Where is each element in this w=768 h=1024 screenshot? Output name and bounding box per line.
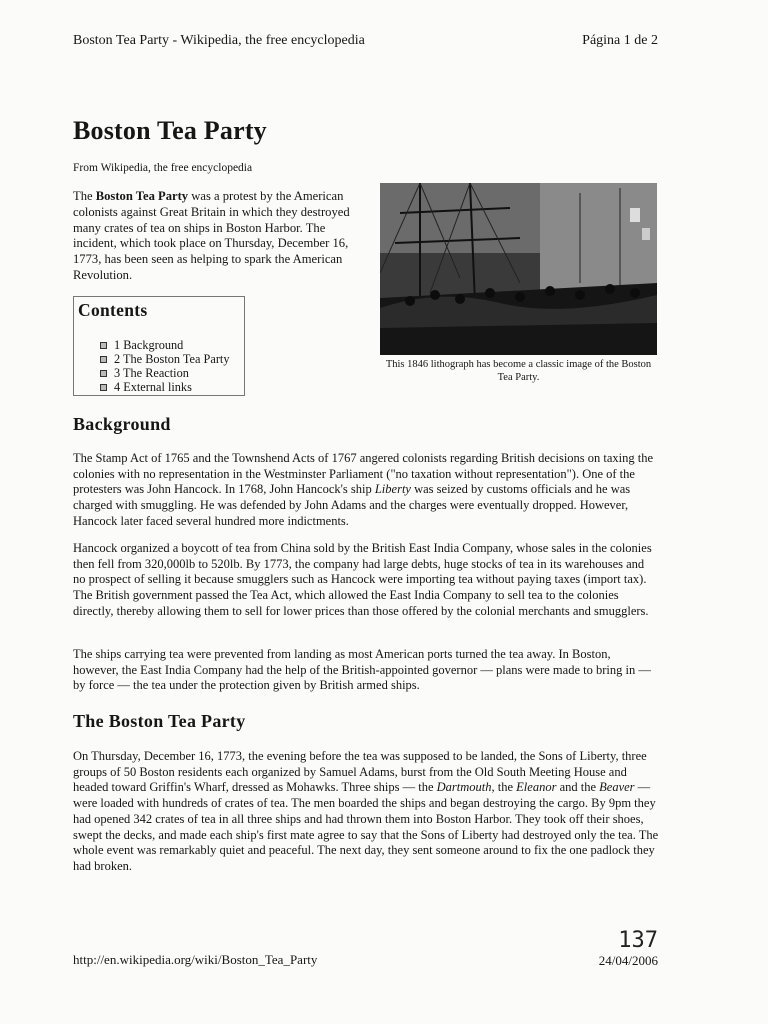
article-title: Boston Tea Party xyxy=(73,116,267,145)
bullet-icon xyxy=(100,370,107,377)
lithograph-image xyxy=(380,183,657,355)
bullet-icon xyxy=(100,356,107,363)
table-of-contents xyxy=(73,296,245,396)
background-paragraph-3: The ships carrying tea were prevented from landing as most American ports turned the tea away. In Boston, however, the East India Company had the help of the British-appointed governor — plans were made to bring in — by force — the tea under the protection given by British armed ships. xyxy=(73,647,651,693)
tea-party-paragraph xyxy=(73,749,663,875)
footer-url[interactable]: http://en.wikipedia.org/wiki/Boston_Tea_Party xyxy=(73,952,318,967)
section-heading-background: Background xyxy=(73,414,171,434)
toc-item-external-links[interactable] xyxy=(100,380,230,394)
background-paragraph-1 xyxy=(73,451,655,530)
from-line: From Wikipedia, the free encyclopedia xyxy=(73,162,253,174)
ship-name: Eleanor xyxy=(516,780,557,795)
ship-name: Liberty xyxy=(374,482,411,497)
intro-text: was a protest by the American colonists against Great Britain in which they destroyed many crates of tea on ships in Boston Harbor. The incident, which took place on Thursday, December 16, 1773, has been seen as helping to spark the American Revolution. xyxy=(73,189,350,282)
bullet-icon xyxy=(100,342,107,349)
toc-item-label: 1 Background xyxy=(114,338,184,352)
ship-name: Beaver xyxy=(599,780,635,795)
paragraph-text: , the xyxy=(491,780,517,795)
paragraph-text: was seized by customs officials and he was charged with smuggling. He was defended by John Adams and the charges were eventually dropped. However, Hancock later faced several hundred more indictments. xyxy=(73,482,631,528)
toc-item-reaction[interactable] xyxy=(100,366,230,380)
lithograph-illustration xyxy=(380,183,657,355)
figure-caption: This 1846 lithograph has become a classic image of the Boston Tea Party. xyxy=(385,359,652,383)
toc-item-label: 3 The Reaction xyxy=(114,366,189,380)
toc-item-background[interactable] xyxy=(100,338,230,352)
toc-item-label: 2 The Boston Tea Party xyxy=(114,352,230,366)
intro-prefix: The xyxy=(73,189,96,203)
toc-list xyxy=(100,338,230,394)
ship-name: Dartmouth xyxy=(436,780,492,795)
intro-bold-term: Boston Tea Party xyxy=(95,189,189,203)
toc-item-boston-tea-party[interactable] xyxy=(100,352,230,366)
toc-title: Contents xyxy=(78,300,148,320)
intro-paragraph xyxy=(73,189,365,284)
paragraph-text: and the xyxy=(556,780,600,795)
page-header-page-count: Página 1 de 2 xyxy=(582,33,658,48)
background-paragraph-2: Hancock organized a boycott of tea from China sold by the British East India Company, whose sales in the colonies then fell from 320,000lb to 520lb. By 1773, the company had large debts, huge stocks of tea in its warehouses and no prospect of selling it because smugglers such as Hancock were importing tea without paying taxes (import tax). The British government passed the Tea Act, which allowed the East India Company to sell tea to the colonies directly, thereby allowing them to sell for lower prices than those offered by the colonial merchants and smugglers. xyxy=(73,541,652,618)
page-header-title: Boston Tea Party - Wikipedia, the free encyclopedia xyxy=(73,33,365,48)
footer-date: 24/04/2006 xyxy=(598,953,658,968)
handwritten-page-number: 137 xyxy=(618,928,658,953)
bullet-icon xyxy=(100,384,107,391)
toc-item-label: 4 External links xyxy=(114,380,192,394)
section-heading-boston-tea-party: The Boston Tea Party xyxy=(73,711,246,731)
paragraph-text: The Stamp Act of 1765 and the Townshend Acts of 1767 angered colonists regarding British decisions on taxing the colonies with no representation in the Westminster Parliament ("no taxation without representation"). One of the protesters was John Hancock. In 1768, John Hancock's ship xyxy=(73,451,654,497)
paragraph-text: On Thursday, December 16, 1773, the evening before the tea was supposed to be landed, the Sons of Liberty, three groups of 50 Boston residents each organized by Samuel Adams, burst from the Old South Meeting House and headed toward Griffin's Wharf, dressed as Mohawks. Three ships — the xyxy=(73,749,647,795)
paragraph-text: — were loaded with hundreds of crates of tea. The men boarded the ships and began destroying the cargo. By 9pm they had opened 342 crates of tea in all three ships and had thrown them into Boston Harbor. They took off their shoes, swept the decks, and made each ship's first mate agree to say that the Sons of Liberty had destroyed only the tea. The whole event was remarkably quiet and peaceful. The next day, they sent someone around to fix the one padlock they had broken. xyxy=(73,780,659,873)
